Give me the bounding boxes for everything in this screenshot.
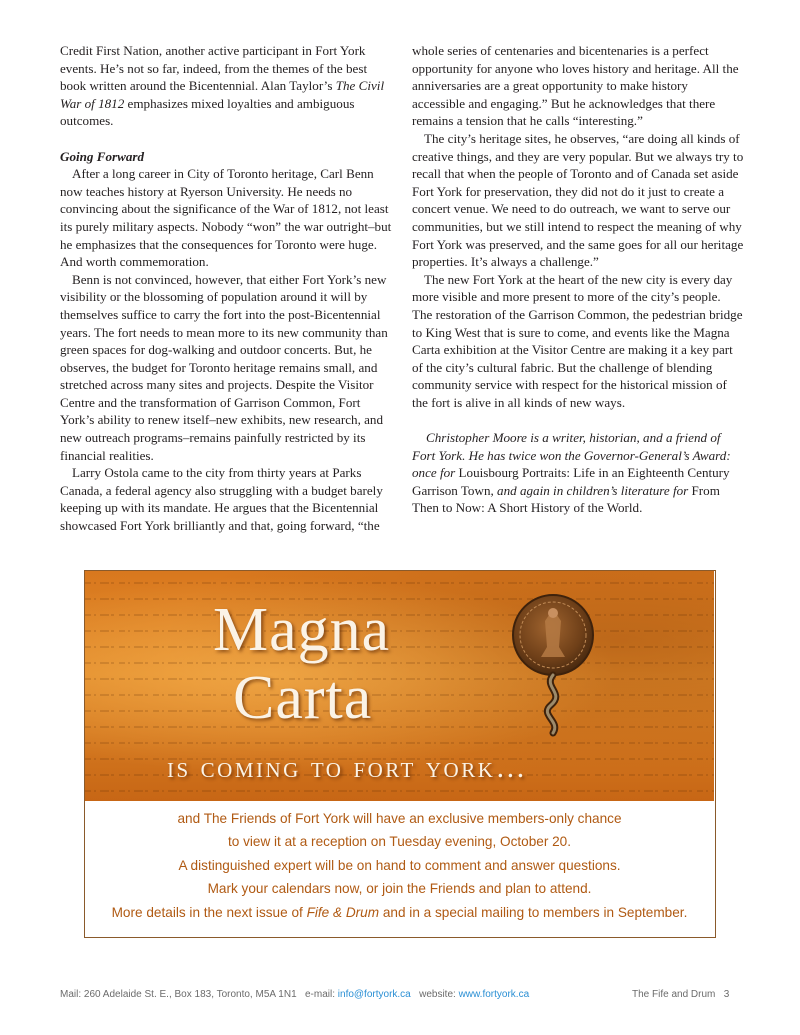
ad-title-line-1: Magna: [213, 596, 391, 664]
magna-carta-advertisement: [84, 570, 716, 938]
paragraph: whole series of centenaries and bicentenaries is a perfect opportunity for anyone who loves history and heritage. All the anniversaries are a great opportunity to make history accessible and engaging.” But he acknowledges that there remains a tension that he calls “interesting.”: [412, 43, 739, 129]
ad-detail-line: [85, 901, 714, 924]
paragraph: Benn is not convinced, however, that either Fort York’s new visibility or the blossoming of population around it will by themselves suffice to carry the fort into the post-Bicentennial years. The fort needs to mean more to its new community than green spaces for dog-walking and outdoor concerts. But, he observes, the budget for Toronto heritage remains small, and stretched across many sites and projects. Despite the Visitor Centre and the transformation of Garrison Common, Fort York’s ability to renew itself–new exhibits, new research, and new outreach programs–remains painfully restricted by its financial realities.: [60, 271, 388, 463]
author-bio: [412, 429, 744, 517]
ad-detail-line: and The Friends of Fort York will have an exclusive members-only chance: [177, 811, 622, 826]
wax-seal-icon: [503, 587, 603, 737]
bio-text: .: [639, 500, 643, 516]
book-title: The Civil War of 1812: [60, 78, 385, 111]
book-title: Louisbourg Portraits: Life in an Eighteenth Century Garrison Town: [412, 465, 730, 498]
footer-website-link[interactable]: www.fortyork.ca: [458, 989, 530, 1000]
paragraph: The new Fort York at the heart of the new city is every day more visible and more present to more of the city’s people. The restoration of the Garrison Common, the pedestrian bridge to King West that is sure to come, and events like the Magna Carta exhibition at the Visitor Centre are making it a key part of the city’s cultural fabric. But the challenge of blending community service with respect for the historical mission of the fort is alive in all kinds of new ways.: [412, 271, 743, 410]
footer-email-label: e-mail:: [304, 989, 335, 1000]
ad-detail-line: Mark your calendars now, or join the Friends and plan to attend.: [207, 881, 592, 897]
ad-details: [85, 807, 714, 924]
bio-text: Christopher Moore is a writer, historian, and a friend of Fort York. He has twice won the Governor-General’s Award: once for: [412, 430, 731, 481]
paragraph: The city’s heritage sites, he observes, “are doing all kinds of creative things, and they are very popular. But we always try to recall that when the people of Toronto and of Canada set aside Fort York for preservation, they did not do it just to create a concert venue. We need to do outreach, we want to serve our communities, but we still intend to respect the meaning of why Fort York was preserved, and the same goes for all our heritage properties. It’s always a challenge.”: [412, 130, 744, 270]
paragraph: Larry Ostola came to the city from thirty years at Parks Canada, a federal agency also struggling with a budget barely keeping up with its mandate. He argues that the Bicentennial showcased Fort York brilliantly and that, going forward, “the: [60, 465, 383, 534]
paragraph-text: Credit First Nation, another active participant in Fort York events. He’s not so far, indeed, from the themes of the best book written around the Bicentennial. Alan Taylor’s: [60, 43, 368, 94]
page-number: 3: [723, 989, 730, 1000]
ad-title-line-2: Carta: [233, 664, 373, 732]
paragraph: [60, 42, 392, 130]
footer-email-link[interactable]: info@fortyork.ca: [337, 989, 411, 1000]
footer-website-label: website:: [419, 989, 456, 1000]
footer-contact: [60, 989, 529, 1000]
footer-mail: Mail: 260 Adelaide St. E., Box 183, Toronto, M5A 1N1: [60, 989, 297, 1000]
ad-subtitle: is coming to fort york…: [167, 751, 528, 784]
ad-detail-line: to view it at a reception on Tuesday evening, October 20.: [227, 834, 572, 850]
article-left-column: [60, 42, 392, 535]
paragraph-text: emphasizes mixed loyalties and ambiguous outcomes.: [60, 95, 355, 129]
book-title: From Then to Now: A Short History of the World: [412, 482, 720, 516]
paragraph: After a long career in City of Toronto heritage, Carl Benn now teaches history at Ryerson University. He needs no convincing about the significance of the War of 1812, not least its purely military aspects. Nobody “won” the war outright–but he emphasizes that the consequences for Toronto were huge. And worth commemoration.: [60, 166, 392, 270]
ad-banner: [85, 571, 714, 801]
section-heading: Going Forward: [60, 148, 145, 164]
footer-page-info: [632, 989, 729, 1000]
ad-detail-text: More details in the next issue of: [111, 904, 307, 920]
ad-detail-text: and in a special mailing to members in September.: [379, 904, 688, 920]
publication-name: The Fife and Drum: [632, 989, 716, 1000]
magazine-title: Fife & Drum: [306, 904, 380, 920]
article-right-column: [412, 42, 744, 517]
bio-text: , and again in children’s literature for: [490, 482, 692, 498]
ad-detail-line: A distinguished expert will be on hand to comment and answer questions.: [178, 857, 621, 873]
